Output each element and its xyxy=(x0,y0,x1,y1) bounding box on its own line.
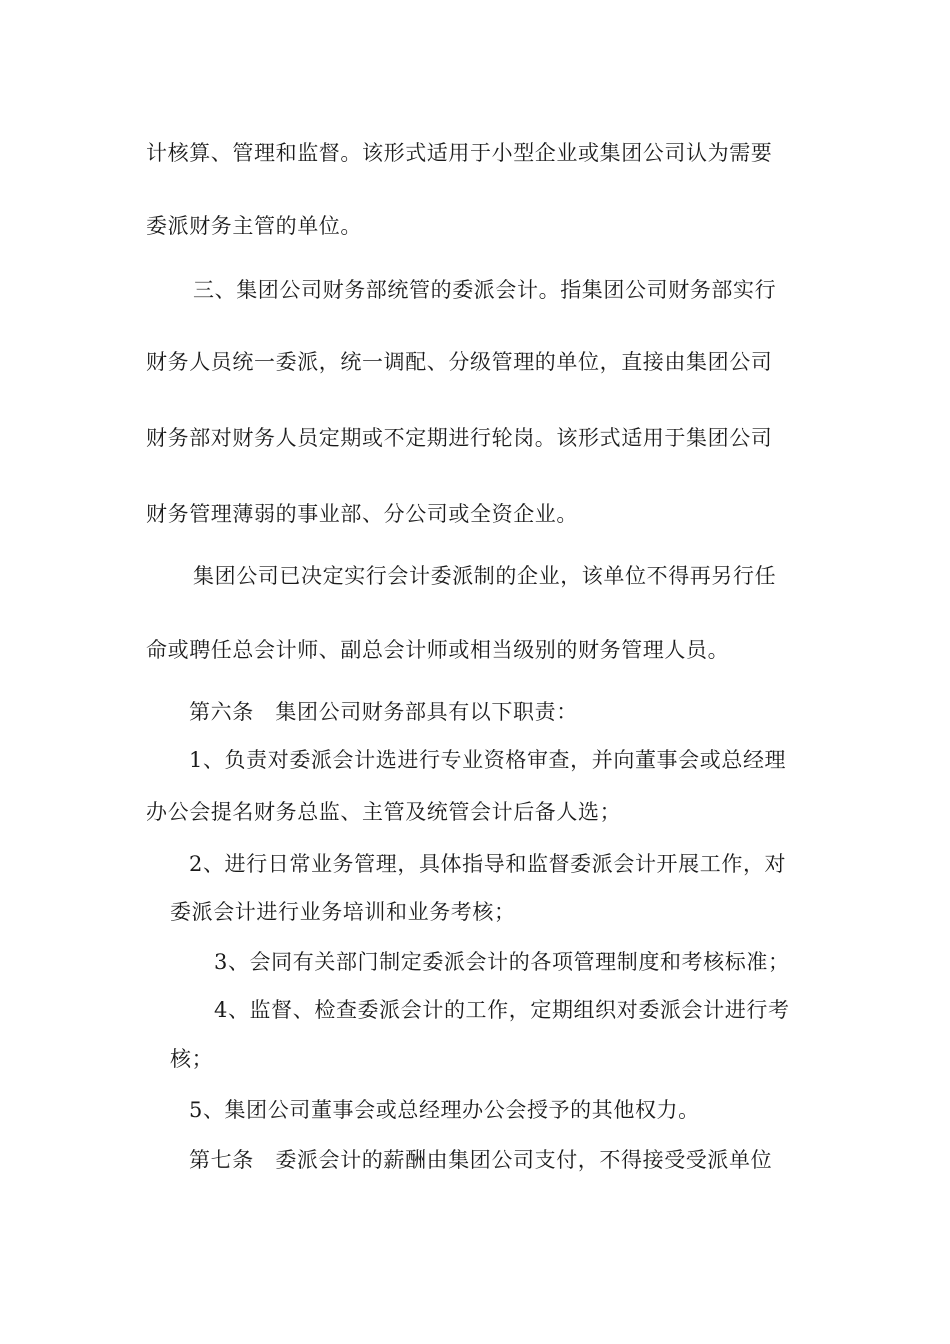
text-line: 委派会计进行业务培训和业务考核； xyxy=(170,900,516,924)
text-line: 命或聘任总会计师、副总会计师或相当级别的财务管理人员。 xyxy=(146,638,730,662)
text-line: 三、集团公司财务部统管的委派会计。指集团公司财务部实行 xyxy=(193,278,777,302)
text-line: 办公会提名财务总监、主管及统管会计后备人选； xyxy=(146,800,622,824)
text-line: 3、会同有关部门制定委派会计的各项管理制度和考核标准； xyxy=(214,950,790,974)
text-line: 5、集团公司董事会或总经理办公会授予的其他权力。 xyxy=(189,1098,700,1122)
text-line: 第七条 委派会计的薪酬由集团公司支付，不得接受受派单位 xyxy=(189,1148,773,1172)
text-line: 财务人员统一委派，统一调配、分级管理的单位，直接由集团公司 xyxy=(146,350,773,374)
text-line: 计核算、管理和监督。该形式适用于小型企业或集团公司认为需要 xyxy=(146,141,773,165)
text-line: 集团公司已决定实行会计委派制的企业，该单位不得再另行任 xyxy=(193,564,777,588)
text-line: 财务部对财务人员定期或不定期进行轮岗。该形式适用于集团公司 xyxy=(146,426,773,450)
text-line: 委派财务主管的单位。 xyxy=(146,214,362,238)
text-line: 2、进行日常业务管理，具体指导和监督委派会计开展工作，对 xyxy=(189,852,787,876)
text-line: 财务管理薄弱的事业部、分公司或全资企业。 xyxy=(146,502,578,526)
text-line: 4、监督、检查委派会计的工作，定期组织对委派会计进行考 xyxy=(214,998,790,1022)
text-line: 核； xyxy=(170,1047,214,1071)
text-line: 1、负责对委派会计选进行专业资格审查，并向董事会或总经理 xyxy=(189,748,787,772)
text-line: 第六条 集团公司财务部具有以下职责： xyxy=(189,700,578,724)
